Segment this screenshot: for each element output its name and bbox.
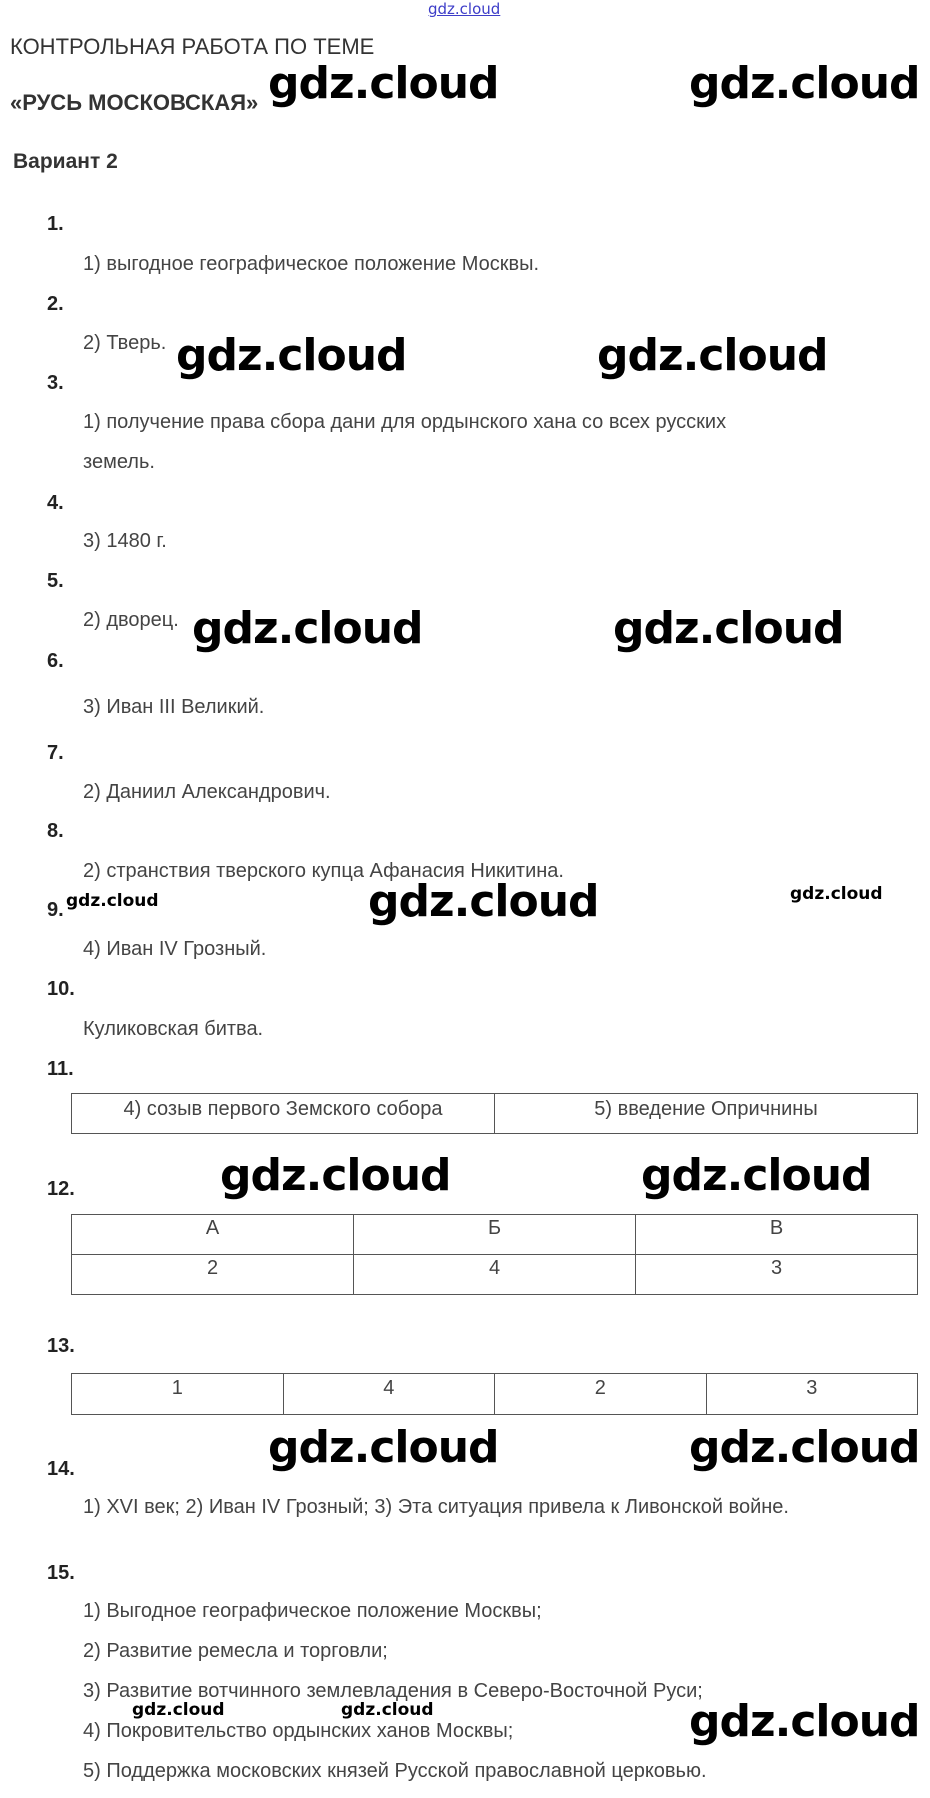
table-header-cell: В (636, 1215, 918, 1255)
watermark: gdz.cloud (689, 58, 920, 109)
table-cell: 4) созыв первого Земского собора (72, 1094, 495, 1134)
answer-text: 1) получение права сбора дани для ордынского хана со всех русских (83, 411, 727, 433)
question-number: 3. (47, 372, 64, 394)
answer-table-12 (71, 1214, 918, 1295)
watermark: gdz.cloud (689, 1422, 920, 1473)
question-number: 6. (47, 650, 64, 672)
watermark: gdz.cloud (613, 603, 844, 654)
question-number: 13. (47, 1335, 75, 1357)
answer-text: Куликовская битва. (83, 1018, 264, 1040)
watermark: gdz.cloud (368, 876, 599, 927)
answer-table-13 (71, 1373, 918, 1415)
list-item: 3) Развитие вотчинного землевладения в Северо-Восточной Руси; (83, 1680, 703, 1702)
question-number: 8. (47, 820, 64, 842)
table-cell: 3 (636, 1255, 918, 1295)
question-number: 7. (47, 742, 64, 764)
question-number: 12. (47, 1178, 75, 1200)
list-item: 2) Развитие ремесла и торговли; (83, 1640, 388, 1662)
watermark: gdz.cloud (790, 884, 883, 904)
answer-text: 2) Тверь. (83, 332, 167, 354)
table-cell: 3 (706, 1374, 918, 1415)
table-cell: 1 (72, 1374, 284, 1415)
answer-text: 1) выгодное географическое положение Москвы. (83, 253, 540, 275)
watermark: gdz.cloud (341, 1700, 434, 1720)
answer-text: 2) дворец. (83, 609, 179, 631)
table-cell: 2 (495, 1374, 707, 1415)
question-number: 5. (47, 570, 64, 592)
answer-text: 2) странствия тверского купца Афанасия Никитина. (83, 860, 564, 882)
watermark: gdz.cloud (132, 1700, 225, 1720)
question-number: 4. (47, 492, 64, 514)
table-cell: 4 (283, 1374, 495, 1415)
watermark: gdz.cloud (689, 1696, 920, 1747)
answer-text: 2) Даниил Александрович. (83, 781, 331, 803)
question-number: 11. (47, 1058, 74, 1080)
question-number: 10. (47, 978, 75, 1000)
list-item: 5) Поддержка московских князей Русской православной церковью. (83, 1760, 707, 1782)
table-header-cell: А (72, 1215, 354, 1255)
question-number: 9. (47, 899, 64, 921)
answer-table-11 (71, 1093, 918, 1134)
table-cell: 4 (354, 1255, 636, 1295)
variant-heading: Вариант 2 (13, 150, 118, 173)
question-number: 14. (47, 1458, 75, 1480)
watermark: gdz.cloud (268, 1422, 499, 1473)
answer-text: 1) XVI век; 2) Иван IV Грозный; 3) Эта ситуация привела к Ливонской войне. (83, 1496, 789, 1518)
watermark: gdz.cloud (268, 58, 499, 109)
watermark: gdz.cloud (597, 330, 828, 381)
watermark: gdz.cloud (220, 1150, 451, 1201)
watermark: gdz.cloud (176, 330, 407, 381)
question-number: 1. (47, 213, 64, 235)
top-watermark-link[interactable]: gdz.cloud (428, 0, 501, 18)
table-header-cell: Б (354, 1215, 636, 1255)
watermark: gdz.cloud (66, 891, 159, 911)
answer-text: 3) Иван III Великий. (83, 696, 265, 718)
answer-text: земель. (83, 451, 155, 473)
table-cell: 5) введение Опричнины (495, 1094, 918, 1134)
list-item: 1) Выгодное географическое положение Москвы; (83, 1600, 542, 1622)
list-item: 4) Покровительство ордынских ханов Москвы; (83, 1720, 514, 1742)
table-cell: 2 (72, 1255, 354, 1295)
answer-text: 3) 1480 г. (83, 530, 167, 552)
question-number: 15. (47, 1562, 75, 1584)
document-title-line2: «РУСЬ МОСКОВСКАЯ» (10, 90, 259, 115)
document-title-line1: КОНТРОЛЬНАЯ РАБОТА ПО ТЕМЕ (10, 34, 375, 59)
question-number: 2. (47, 293, 64, 315)
watermark: gdz.cloud (192, 603, 423, 654)
answer-text: 4) Иван IV Грозный. (83, 938, 267, 960)
watermark: gdz.cloud (641, 1150, 872, 1201)
